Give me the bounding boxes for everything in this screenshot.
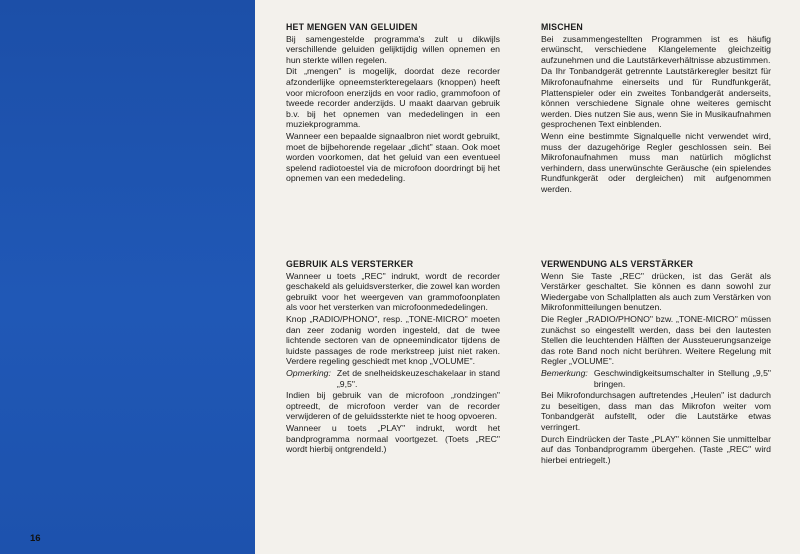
paragraph: Bij samengestelde programma's zult u dikwijls verschillende geluiden gelijktijdig willen opnemen en hun sterkte willen regelen. [286,33,500,65]
section-heading: HET MENGEN VAN GELUIDEN [286,22,418,32]
section-heading: GEBRUIK ALS VERSTERKER [286,259,414,269]
note-text: Geschwindigkeitsumschalter in Stellung „9,5" bringen. [593,367,771,389]
note [286,368,500,389]
paragraph: Die Regler „RADIO/PHONO" bzw. „TONE-MICRO" müssen zunächst so eingestellt werden, dass bei den lautesten Stellen die leuchtenden Hälften der Aussteuerungsanzeige das rote Band noch nicht berühren. Weitere Regelung mit Regler „VOLUME". [541,313,771,367]
paragraph: Da Ihr Tonbandgerät getrennte Lautstärkeregler besitzt für Mikrofonaufnahme einerseits und für Rundfunkgerät, Plattenspieler oder ein zweites Tonbandgerät anderseits, können verschiedene Signale ohne weiteres gemischt werden. Dies nutzen Sie aus, wenn Sie in Musikaufnahmen gesprochenen Text einblenden. [541,66,771,130]
note-text: Zet de snelheidskeuzeschakelaar in stand „9,5". [336,367,500,389]
blue-color-band [0,0,255,554]
paragraph: Knop „RADIO/PHONO", resp. „TONE-MICRO" moeten dan zeer zodanig worden ingesteld, dat de twee lichtende sectoren van de opneemindicator tijdens de luidste passages de rode merkstreep juist niet raken. Verdere regeling geschiedt met knop „VOLUME". [286,313,500,367]
section-nl-amplifier [286,259,500,456]
paragraph: Bei zusammengestellten Programmen ist es häufig erwünscht, verschiedene Klangelemente gleichzeitig aufzunehmen und die Lautstärkeverhältnisse abzustimmen. [541,33,771,65]
section-nl-mixing [286,22,500,185]
paragraph: Durch Eindrücken der Taste „PLAY" können Sie unmittelbar auf das Tonbandprogramm übergehen. (Taste „REC" wird hierbei entriegelt.) [541,433,771,465]
page-number: 16 [30,533,41,544]
section-heading: VERWENDUNG ALS VERSTÄRKER [541,259,694,269]
paragraph: Bei Mikrofondurchsagen auftretendes „Heulen" ist dadurch zu beseitigen, dass man das Mikrofon weiter vom Tonbandgerät aufstellt, oder die Lautstärke etwas verringert. [541,390,771,432]
paragraph: Wenn eine bestimmte Signalquelle nicht verwendet wird, muss der dazugehörige Regler geschlossen sein. Bei Mikrofonaufnahmen muss man natürlich möglichst verhindern, dass unerwünschte Geräusche (ein spielendes Rundfunkgerät oder dergleichen) mit aufgenommen werden. [541,130,771,194]
paragraph: Wenn Sie Taste „REC" drücken, ist das Gerät als Verstärker geschaltet. Sie können es dann sowohl zur Wiedergabe von Schallplatten als auch zum Verstärken von Mikrofonmitteilungen benutzen. [541,270,771,313]
note [541,368,771,389]
paragraph: Dit „mengen" is mogelijk, doordat deze recorder afzonderlijke opneemsterkteregelaars (knoppen) heeft voor microfoon enerzijds en voor radio, grammofoon of tweede recorder anderzijds. U maakt daarvan gebruik b.v. bij het opnemen van mededelingen in een muziekprogramma. [286,66,500,130]
section-de-mixing [541,22,771,196]
paragraph: Wanneer u toets „PLAY" indrukt, wordt het bandprogramma normaal voortgezet. (Toets „REC" wordt hierbij ontgrendeld.) [286,422,500,455]
section-de-amplifier [541,259,771,466]
section-heading: MISCHEN [541,22,583,32]
note-label: Opmerking: [286,367,331,378]
paragraph: Indien bij gebruik van de microfoon „rondzingen" optreedt, de microfoon verder van de recorder verwijderen of de geluidssterkte niet te hoog opvoeren. [286,390,500,422]
note-label: Bemerkung: [541,367,588,378]
paragraph: Wanneer een bepaalde signaalbron niet wordt gebruikt, moet de bijbehorende regelaar „dicht" staan. Ook moet worden voorkomen, dat het geluid van een eventueel spelend radiotoestel via de microfoon doordringt bij het opnemen van een mededeling. [286,130,500,184]
paragraph: Wanneer u toets „REC" indrukt, wordt de recorder geschakeld als geluidsversterker, die zowel kan worden gebruikt voor het weergeven van grammofoonplaten als voor het versterken van microfoonmededelingen. [286,270,500,313]
